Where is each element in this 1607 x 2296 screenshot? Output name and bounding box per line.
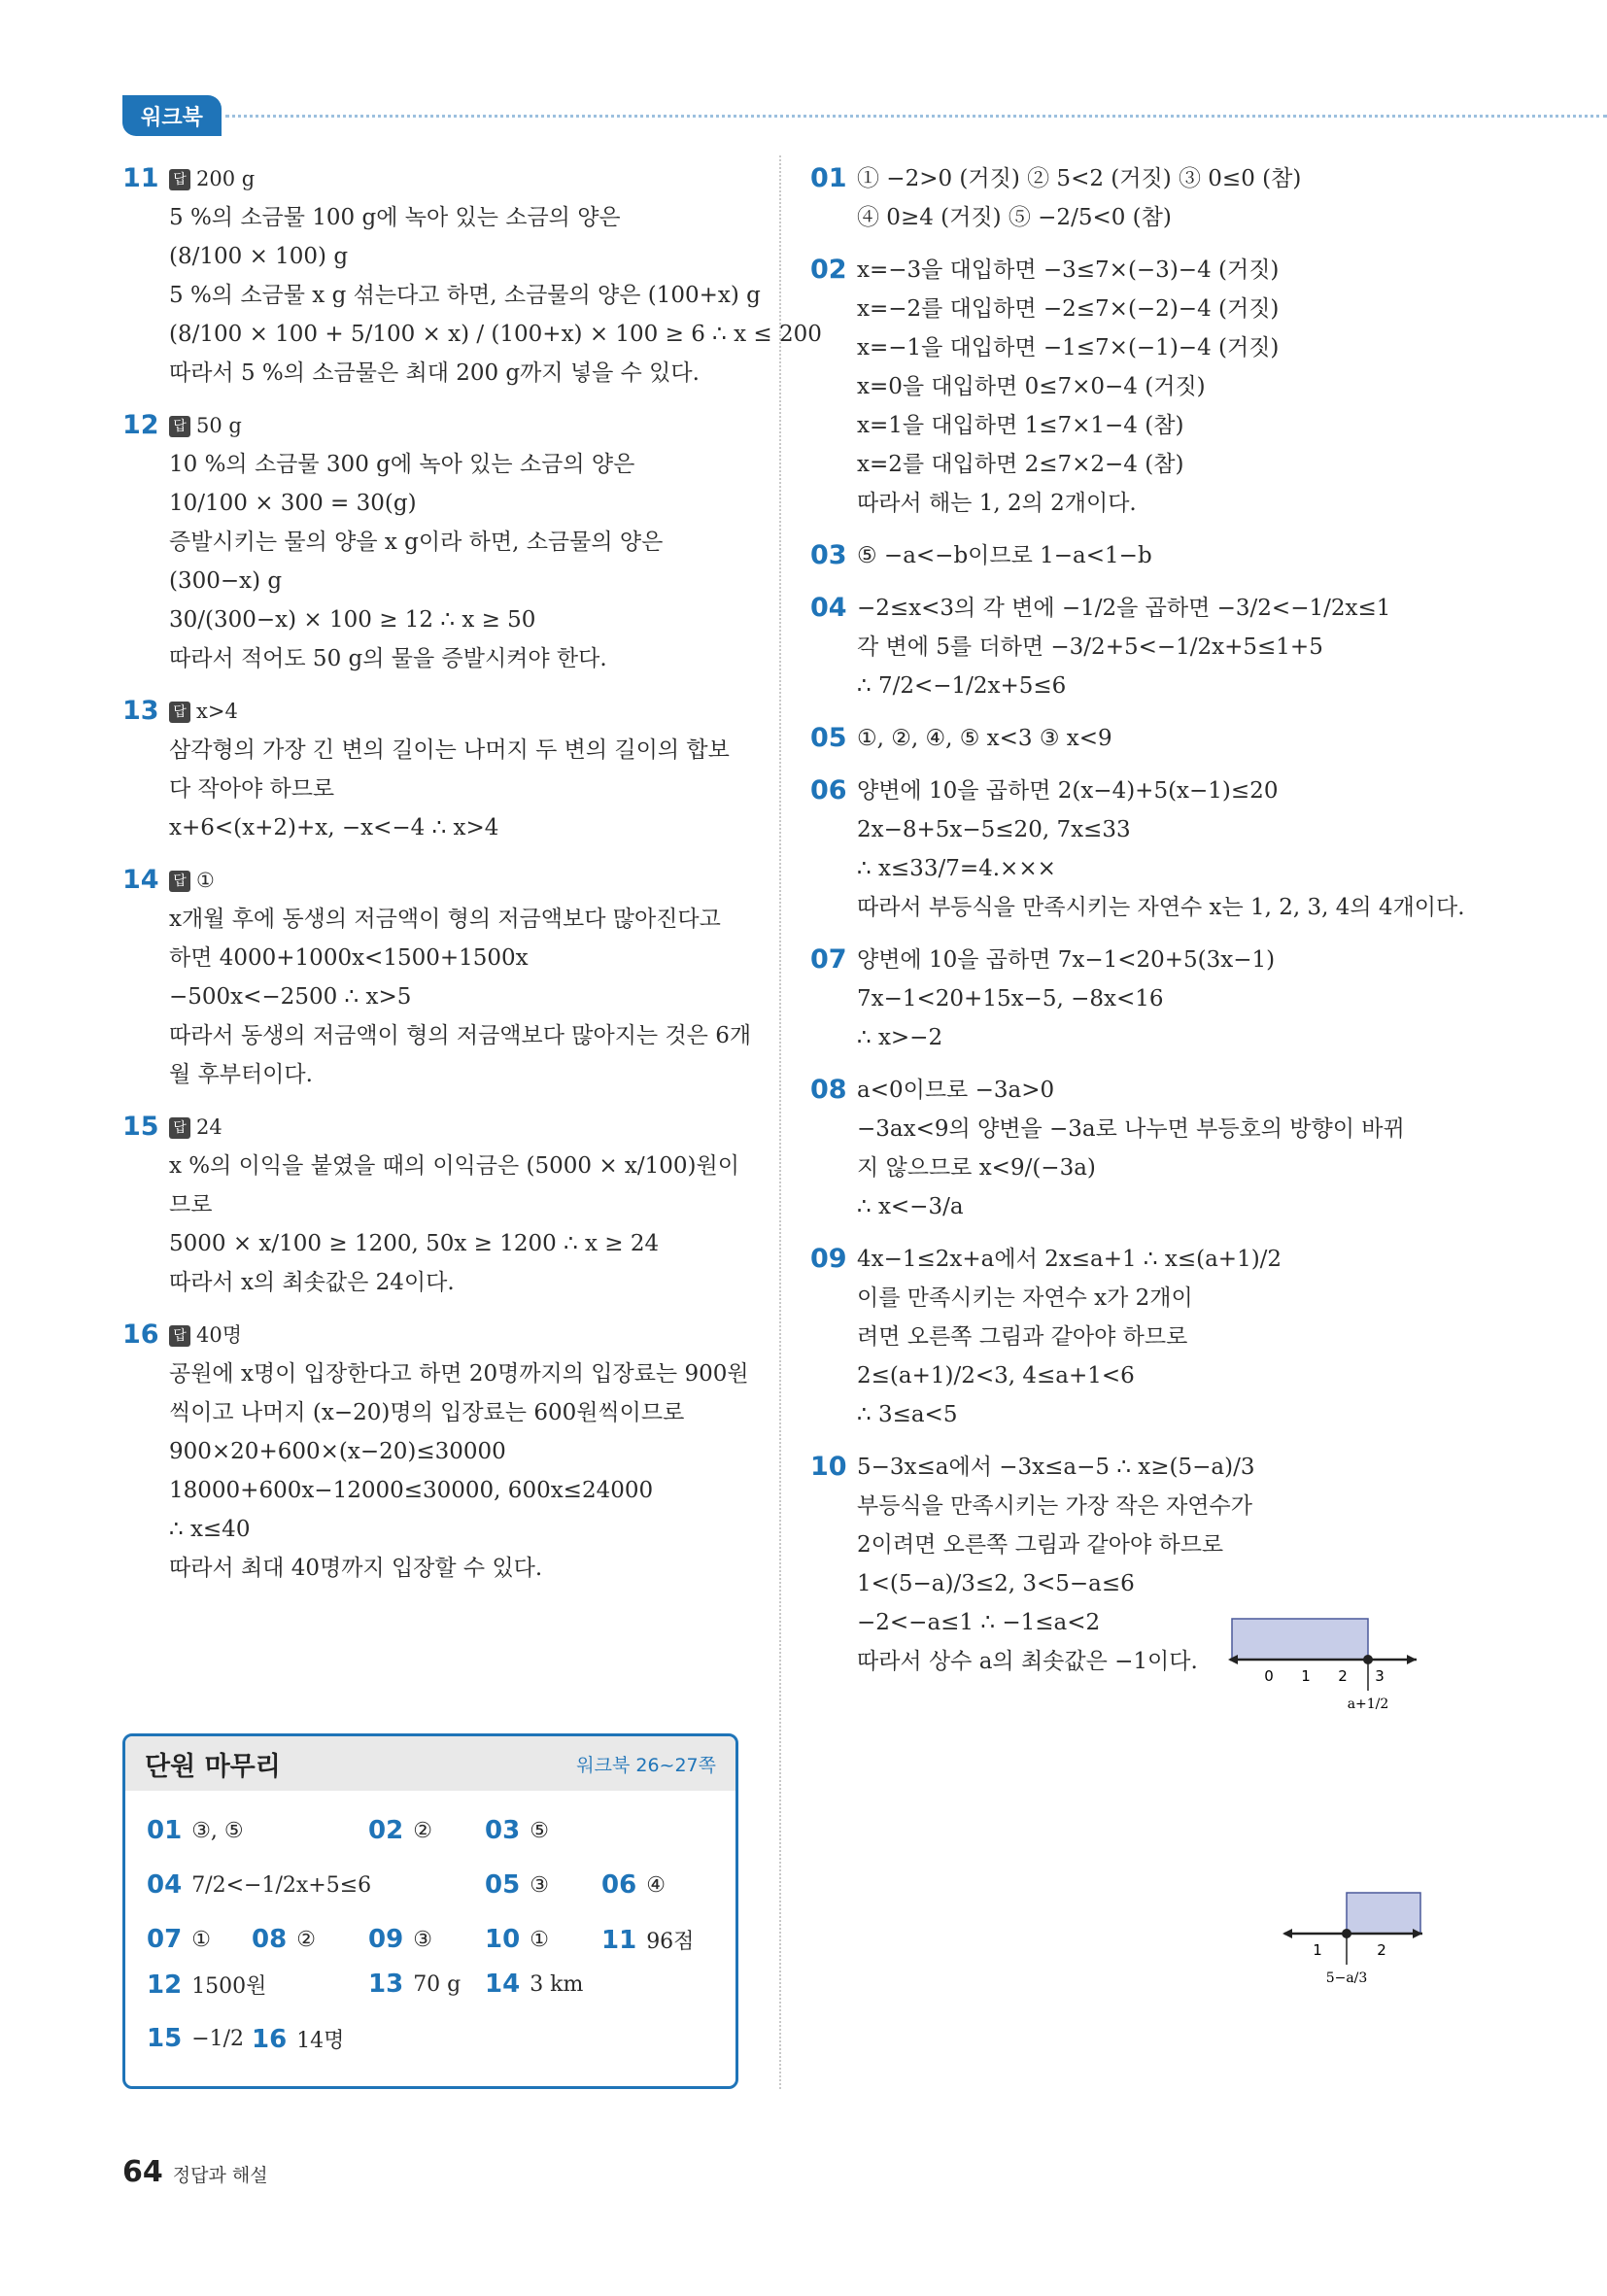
problem-number: 03 bbox=[810, 540, 847, 570]
solution-line: ∴ 3≤a<5 bbox=[857, 1402, 958, 1427]
solution-line: 10 %의 소금물 300 g에 녹아 있는 소금의 양은 bbox=[169, 452, 635, 477]
review-answer: 11 96점 bbox=[601, 1925, 695, 1955]
problem-08 bbox=[810, 1071, 1452, 1226]
review-answer: 16 14명 bbox=[252, 2024, 345, 2054]
solution-line: −500x<−2500 ∴ x>5 bbox=[169, 984, 412, 1010]
solution-line: 삼각형의 가장 긴 변의 길이는 나머지 두 변의 길이의 합보 bbox=[169, 737, 730, 763]
solution-line: ① −2>0 (거짓) ② 5<2 (거짓) ③ 0≤0 (참) bbox=[857, 166, 1302, 191]
solution-line: 900×20+600×(x−20)≤30000 bbox=[169, 1439, 506, 1464]
review-answer: 10 ① bbox=[485, 1925, 549, 1954]
problem-number: 05 bbox=[810, 723, 847, 753]
review-answer: 07 ① bbox=[147, 1925, 211, 1954]
problem-number: 01 bbox=[810, 163, 847, 193]
problem-number: 15 bbox=[122, 1112, 159, 1142]
left-column bbox=[122, 159, 822, 1601]
solution-line: 5 %의 소금물 x g 섞는다고 하면, 소금물의 양은 (100+x) g bbox=[169, 283, 761, 308]
review-answer: 04 7/2<−1/2x+5≤6 bbox=[147, 1870, 372, 1900]
solution-line: 려면 오른쪽 그림과 같아야 하므로 bbox=[857, 1324, 1188, 1350]
answer-icon: 답 bbox=[169, 169, 190, 190]
solution-line: 5 %의 소금물 100 g에 녹아 있는 소금의 양은 bbox=[169, 205, 621, 230]
solution-line: x %의 이익을 붙였을 때의 이익금은 (5000 × x/100)원이 bbox=[169, 1153, 739, 1179]
solution-line: 1<(5−a)/3≤2, 3<5−a≤6 bbox=[857, 1571, 1135, 1596]
review-answer: 03 ⑤ bbox=[485, 1816, 549, 1845]
column-divider bbox=[779, 155, 781, 2089]
solution-line: ∴ 7/2<−1/2x+5≤6 bbox=[857, 673, 1067, 699]
problem-number: 10 bbox=[810, 1452, 847, 1482]
solution-line: 각 변에 5를 더하면 −3/2+5<−1/2x+5≤1+5 bbox=[857, 634, 1323, 660]
problem-06 bbox=[810, 771, 1465, 927]
answer-value: 200 g bbox=[196, 167, 256, 190]
solution-line: 2이려면 오른쪽 그림과 같아야 하므로 bbox=[857, 1532, 1224, 1558]
problem-number: 16 bbox=[122, 1319, 159, 1350]
unit-review-reference: 워크북 26~27쪽 bbox=[576, 1754, 716, 1776]
solution-line: 양변에 10을 곱하면 7x−1<20+5(3x−1) bbox=[857, 947, 1276, 973]
unit-review-title: 단원 마무리 bbox=[145, 1751, 281, 1782]
solution-line: 따라서 x의 최솟값은 24이다. bbox=[169, 1270, 455, 1295]
solution-line: ④ 0≥4 (거짓) ⑤ −2/5<0 (참) bbox=[857, 205, 1172, 230]
solution-line: ∴ x≤33/7=4.××× bbox=[857, 856, 1056, 881]
solution-line: 증발시키는 물의 양을 x g이라 하면, 소금물의 양은 bbox=[169, 530, 664, 555]
solution-line: 따라서 적어도 50 g의 물을 증발시켜야 한다. bbox=[169, 646, 607, 671]
solution-line: ∴ x<−3/a bbox=[857, 1194, 964, 1219]
problem-04 bbox=[810, 589, 1452, 705]
tick-label: 1 bbox=[1313, 1941, 1322, 1959]
solution-line: (8/100 × 100) g bbox=[169, 244, 349, 269]
problem-number: 14 bbox=[122, 865, 159, 895]
answer-value: 24 bbox=[196, 1115, 222, 1139]
solution-line: 따라서 동생의 저금액이 형의 저금액보다 많아지는 것은 6개 bbox=[169, 1023, 752, 1048]
problem-number: 13 bbox=[122, 696, 159, 726]
solution-line: 18000+600x−12000≤30000, 600x≤24000 bbox=[169, 1478, 654, 1503]
problem-number: 06 bbox=[810, 775, 847, 805]
solution-line: x=−2를 대입하면 −2≤7×(−2)−4 (거짓) bbox=[857, 296, 1280, 322]
solution-line: (300−x) g bbox=[169, 568, 283, 594]
solution-line: −2<−a≤1 ∴ −1≤a<2 bbox=[857, 1610, 1101, 1635]
solution-line: 월 후부터이다. bbox=[169, 1062, 313, 1087]
solution-line: ⑤ −a<−b이므로 1−a<1−b bbox=[857, 543, 1152, 568]
problem-15 bbox=[122, 1108, 744, 1302]
solution-line: 하면 4000+1000x<1500+1500x bbox=[169, 945, 529, 971]
problem-number: 12 bbox=[122, 410, 159, 440]
answer-icon: 답 bbox=[169, 871, 190, 892]
solution-line: x=−1을 대입하면 −1≤7×(−1)−4 (거짓) bbox=[857, 335, 1280, 360]
review-answer: 02 ② bbox=[368, 1816, 432, 1845]
problem-02 bbox=[810, 251, 1452, 523]
answer-icon: 답 bbox=[169, 1325, 190, 1347]
problem-13 bbox=[122, 692, 744, 847]
solution-line: ∴ x>−2 bbox=[857, 1025, 943, 1050]
solution-line: x=−3을 대입하면 −3≤7×(−3)−4 (거짓) bbox=[857, 257, 1280, 283]
solution-line: 2≤(a+1)/2<3, 4≤a+1<6 bbox=[857, 1363, 1135, 1388]
problem-number: 08 bbox=[810, 1075, 847, 1105]
solution-line: 따라서 해는 1, 2의 2개이다. bbox=[857, 491, 1137, 516]
solution-line: −3ax<9의 양변을 −3a로 나누면 부등호의 방향이 바뀌 bbox=[857, 1116, 1405, 1142]
solution-line: 씩이고 나머지 (x−20)명의 입장료는 600원씩이므로 bbox=[169, 1400, 685, 1425]
solution-line: 5000 × x/100 ≥ 1200, 50x ≥ 1200 ∴ x ≥ 24 bbox=[169, 1231, 660, 1256]
solution-line: 4x−1≤2x+a에서 2x≤a+1 ∴ x≤(a+1)/2 bbox=[857, 1247, 1282, 1272]
tick-label: 3 bbox=[1375, 1667, 1385, 1685]
solution-line: 따라서 부등식을 만족시키는 자연수 x는 1, 2, 3, 4의 4개이다. bbox=[857, 895, 1465, 920]
solution-line: x=0을 대입하면 0≤7×0−4 (거짓) bbox=[857, 374, 1206, 399]
problem-03 bbox=[810, 536, 1452, 575]
problem-14 bbox=[122, 861, 752, 1094]
review-answer: 08 ② bbox=[252, 1925, 316, 1954]
solution-line: 2x−8+5x−5≤20, 7x≤33 bbox=[857, 817, 1131, 842]
unit-review-box bbox=[122, 1733, 738, 2089]
solution-line: 10/100 × 300 = 30(g) bbox=[169, 491, 417, 516]
tick-label: 2 bbox=[1377, 1941, 1386, 1959]
solution-line: 30/(300−x) × 100 ≥ 12 ∴ x ≥ 50 bbox=[169, 607, 536, 633]
solution-line: 부등식을 만족시키는 가장 작은 자연수가 bbox=[857, 1493, 1252, 1519]
answer-value: ① bbox=[196, 869, 215, 892]
problem-number: 07 bbox=[810, 944, 847, 975]
problem-number: 04 bbox=[810, 593, 847, 623]
page-number: 64 bbox=[122, 2155, 163, 2189]
solution-line: 따라서 상수 a의 최솟값은 −1이다. bbox=[857, 1649, 1198, 1674]
solution-line: x=2를 대입하면 2≤7×2−4 (참) bbox=[857, 452, 1184, 477]
solution-line: x+6<(x+2)+x, −x<−4 ∴ x>4 bbox=[169, 815, 499, 840]
solution-line: 지 않으므로 x<9/(−3a) bbox=[857, 1155, 1096, 1181]
footer-text: 정답과 해설 bbox=[172, 2165, 268, 2186]
review-answer: 12 1500원 bbox=[147, 1970, 267, 2000]
solution-line: ①, ②, ④, ⑤ x<3 ③ x<9 bbox=[857, 726, 1112, 751]
figure-label: 5−a/3 bbox=[1325, 1970, 1368, 1986]
problem-11 bbox=[122, 159, 822, 393]
review-answer: 13 70 g bbox=[368, 1970, 462, 1999]
solution-line: 다 작아야 하므로 bbox=[169, 776, 335, 802]
solution-line: x개월 후에 동생의 저금액이 형의 저금액보다 많아진다고 bbox=[169, 907, 721, 932]
header-dotted-line bbox=[225, 115, 1607, 118]
answer-value: 40명 bbox=[196, 1323, 243, 1347]
problem-16 bbox=[122, 1316, 749, 1588]
solution-line: 므로 bbox=[169, 1192, 213, 1217]
problem-01 bbox=[810, 159, 1452, 237]
section-tag: 워크북 bbox=[122, 95, 222, 136]
answer-value: x>4 bbox=[196, 700, 238, 723]
problem-05 bbox=[810, 719, 1452, 758]
number-line-figure-10 bbox=[1281, 1885, 1426, 2002]
solution-line: x=1을 대입하면 1≤7×1−4 (참) bbox=[857, 413, 1184, 438]
answer-icon: 답 bbox=[169, 702, 190, 723]
problem-number: 02 bbox=[810, 255, 847, 285]
tick-label: 1 bbox=[1301, 1667, 1311, 1685]
solution-line: 이를 만족시키는 자연수 x가 2개이 bbox=[857, 1285, 1193, 1311]
solution-line: 따라서 최대 40명까지 입장할 수 있다. bbox=[169, 1556, 543, 1581]
review-answer: 01 ③, ⑤ bbox=[147, 1816, 244, 1845]
solution-line: ∴ x≤40 bbox=[169, 1517, 251, 1542]
answer-icon: 답 bbox=[169, 416, 190, 437]
solution-line: −2≤x<3의 각 변에 −1/2을 곱하면 −3/2<−1/2x≤1 bbox=[857, 596, 1391, 621]
tick-label: 2 bbox=[1338, 1667, 1348, 1685]
solution-line: a<0이므로 −3a>0 bbox=[857, 1078, 1055, 1103]
review-answer: 06 ④ bbox=[601, 1870, 666, 1900]
review-answer: 15 −1/2 bbox=[147, 2024, 245, 2053]
tick-label: 0 bbox=[1264, 1667, 1274, 1685]
problem-number: 09 bbox=[810, 1244, 847, 1274]
solution-line: 7x−1<20+15x−5, −8x<16 bbox=[857, 986, 1164, 1011]
solution-line: 따라서 5 %의 소금물은 최대 200 g까지 넣을 수 있다. bbox=[169, 360, 700, 386]
answer-icon: 답 bbox=[169, 1117, 190, 1139]
problem-07 bbox=[810, 941, 1452, 1057]
problem-12 bbox=[122, 406, 744, 678]
number-line-figure-09 bbox=[1226, 1607, 1420, 1724]
review-answer: 14 3 km bbox=[485, 1970, 584, 1999]
solution-line: (8/100 × 100 + 5/100 × x) / (100+x) × 100 ≥ 6 ∴ x ≤ 200 bbox=[169, 322, 822, 347]
page-footer bbox=[122, 2155, 268, 2189]
figure-label: a+1/2 bbox=[1347, 1696, 1389, 1712]
solution-line: 양변에 10을 곱하면 2(x−4)+5(x−1)≤20 bbox=[857, 778, 1279, 804]
answer-value: 50 g bbox=[196, 414, 242, 437]
right-column bbox=[810, 159, 1465, 1695]
solution-line: 공원에 x명이 입장한다고 하면 20명까지의 입장료는 900원 bbox=[169, 1361, 749, 1387]
problem-number: 11 bbox=[122, 163, 159, 193]
review-answer: 05 ③ bbox=[485, 1870, 549, 1900]
review-answer: 09 ③ bbox=[368, 1925, 432, 1954]
solution-line: 5−3x≤a에서 −3x≤a−5 ∴ x≥(5−a)/3 bbox=[857, 1455, 1255, 1480]
problem-09 bbox=[810, 1240, 1452, 1434]
